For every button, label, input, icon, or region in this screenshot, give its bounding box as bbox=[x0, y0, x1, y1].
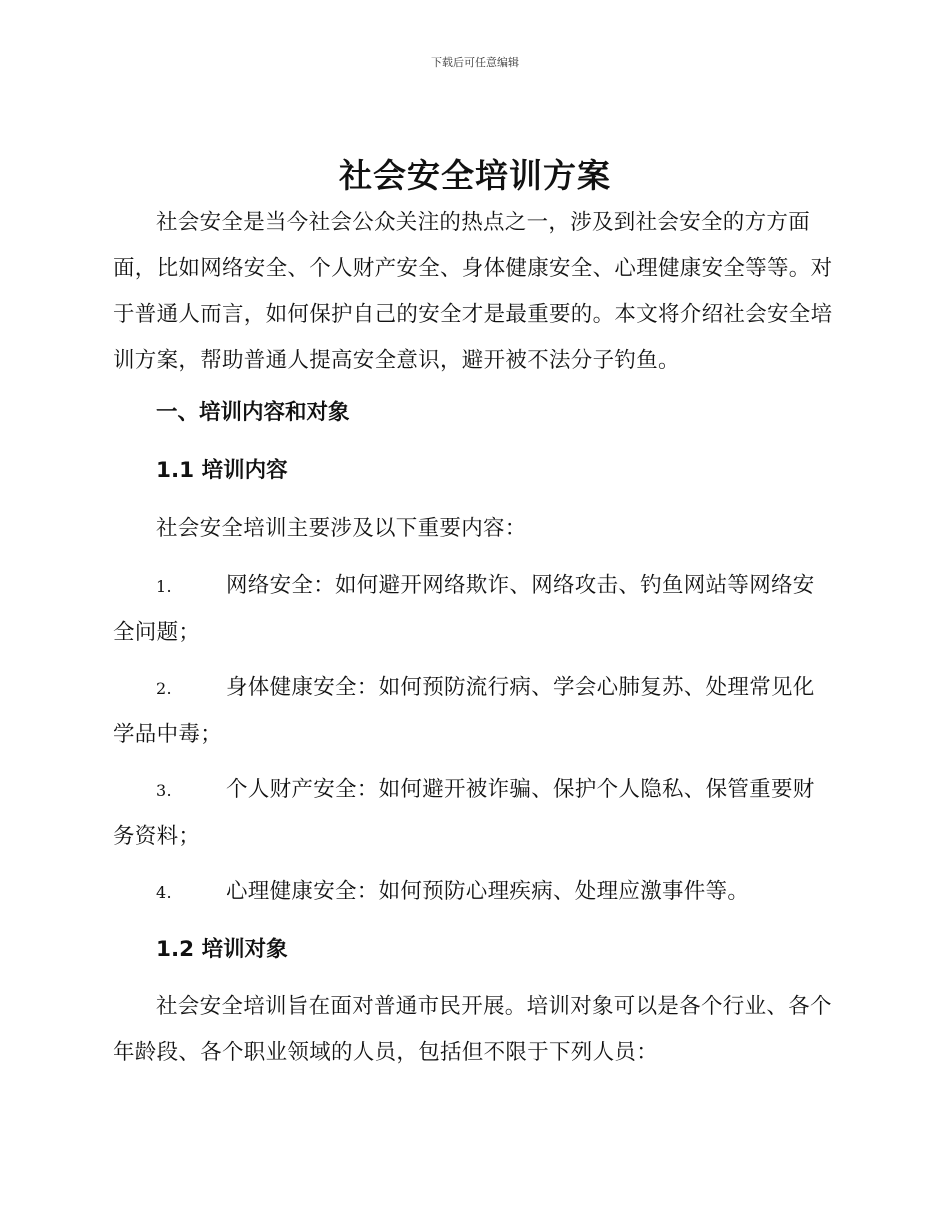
intro-paragraph: 社会安全是当今社会公众关注的热点之一，涉及到社会安全的方方面面，比如网络安全、个人财产安全、身体健康安全、心理健康安全等等。对于普通人而言，如何保护自己的安全才是最重要的。本文将介绍社会安全培训方案，帮助普通人提高安全意识，避开被不法分子钓鱼。 bbox=[113, 210, 833, 373]
list-item-text: 身体健康安全：如何预防流行病、学会心肺复苏、处理常见化学品中毒； bbox=[113, 675, 815, 747]
list-item-number: 3. bbox=[156, 781, 172, 800]
list-item bbox=[113, 665, 835, 758]
list-item bbox=[113, 767, 835, 860]
list-item-number: 1. bbox=[156, 577, 172, 596]
list-item-number: 2. bbox=[156, 679, 172, 698]
list-item bbox=[113, 869, 835, 916]
content-lead-paragraph: 社会安全培训主要涉及以下重要内容： bbox=[156, 516, 527, 541]
subsection-heading-1-2: 1.2 培训对象 bbox=[156, 937, 288, 962]
list-item-text: 网络安全：如何避开网络欺诈、网络攻击、钓鱼网站等网络安全问题； bbox=[113, 573, 815, 645]
document-title: 社会安全培训方案 bbox=[339, 156, 611, 195]
page-header-note: 下载后可任意编辑 bbox=[431, 56, 519, 69]
list-item-text: 个人财产安全：如何避开被诈骗、保护个人隐私、保管重要财务资料； bbox=[113, 777, 815, 849]
list-item-number: 4. bbox=[156, 883, 172, 902]
audience-paragraph: 社会安全培训旨在面对普通市民开展。培训对象可以是各个行业、各个年龄段、各个职业领域的人员，包括但不限于下列人员： bbox=[113, 994, 832, 1065]
list-item-text: 心理健康安全：如何预防心理疾病、处理应激事件等。 bbox=[226, 879, 750, 904]
section-heading-1: 一、培训内容和对象 bbox=[156, 400, 350, 425]
subsection-heading-1-1: 1.1 培训内容 bbox=[156, 458, 288, 483]
list-item bbox=[113, 563, 835, 656]
